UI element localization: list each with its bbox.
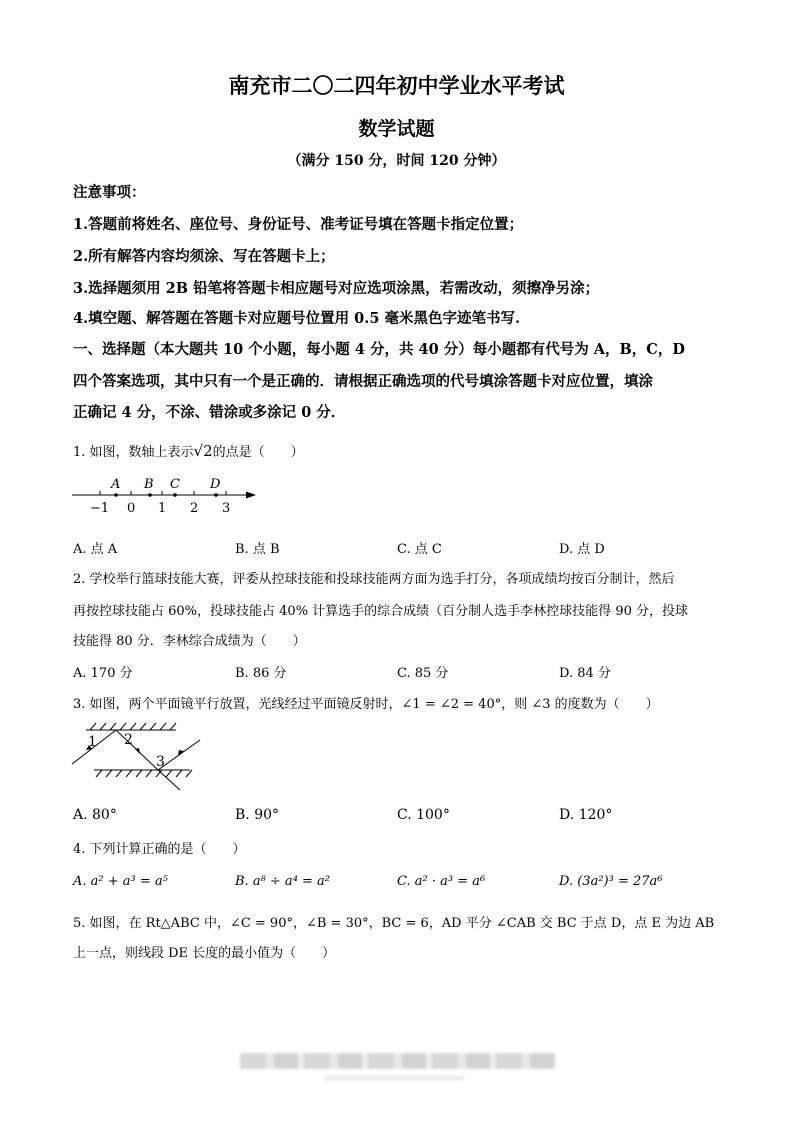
point-b-dot bbox=[148, 493, 152, 497]
q4-option-b: B. a⁸ ÷ a⁴ = a² bbox=[235, 874, 331, 889]
section1-line-1: 一、选择题（本大题共 10 个小题，每小题 4 分，共 40 分）每小题都有代号为 A，B，C，D bbox=[73, 341, 685, 358]
point-label-d: D bbox=[210, 477, 221, 492]
q5-line-1: 5. 如图，在 Rt△ABC 中，∠C = 90°，∠B = 30°，BC = 6，AD 平分 ∠CAB 交 BC 于点 D，点 E 为边 AB bbox=[73, 916, 715, 931]
q2-line-1: 2. 学校举行篮球技能大赛，评委从控球技能和投球技能两方面为选手打分，各项成绩均按百分制计，然后 bbox=[73, 572, 675, 587]
tick-label: 2 bbox=[190, 501, 199, 516]
q2-option-a: A. 170 分 bbox=[73, 666, 133, 681]
q4-option-d: D. (3a²)³ = 27a⁶ bbox=[559, 874, 663, 889]
footer-watermark bbox=[240, 1053, 556, 1069]
section1-line-2: 四个答案选项，其中只有一个是正确的．请根据正确选项的代号填涂答题卡对应位置，填涂 bbox=[73, 373, 653, 390]
q1-option-c: C. 点 C bbox=[397, 542, 442, 557]
tick-label: 3 bbox=[222, 501, 231, 516]
q3-option-c: C. 100° bbox=[397, 807, 450, 823]
number-line-figure bbox=[70, 472, 270, 518]
q4-option-c: C. a² · a³ = a⁶ bbox=[397, 874, 486, 889]
note-item-4: 4.填空题、解答题在答题卡对应题号位置用 0.5 毫米黑色字迹笔书写. bbox=[73, 310, 521, 327]
angle-label-2: 2 bbox=[124, 732, 133, 748]
q3-stem: 3. 如图，两个平面镜平行放置，光线经过平面镜反射时，∠1 = ∠2 = 40°，则 ∠3 的度数为（ ） bbox=[73, 697, 659, 712]
q1-option-d: D. 点 D bbox=[559, 542, 605, 557]
footer-watermark-sub bbox=[324, 1075, 464, 1081]
q2-option-c: C. 85 分 bbox=[397, 666, 449, 681]
q3-option-b: B. 90° bbox=[235, 807, 280, 823]
angle-label-1: 1 bbox=[88, 734, 97, 750]
exam-subject: 数学试题 bbox=[358, 118, 435, 140]
exam-title: 南充市二〇二四年初中学业水平考试 bbox=[228, 73, 565, 98]
q5-line-2: 上一点，则线段 DE 长度的最小值为（ ） bbox=[73, 946, 336, 961]
angle-label-3: 3 bbox=[156, 754, 165, 770]
point-label-c: C bbox=[170, 477, 180, 492]
exam-info: （满分 150 分，时间 120 分钟） bbox=[287, 153, 506, 169]
q4-stem: 4. 下列计算正确的是（ ） bbox=[73, 842, 246, 857]
q1-option-b: B. 点 B bbox=[235, 542, 280, 557]
note-item-3: 3.选择题须用 2B 铅笔将答题卡相应题号对应选项涂黑，若需改动，须擦净另涂； bbox=[73, 280, 600, 297]
number-line-arrow bbox=[246, 492, 256, 499]
point-label-b: B bbox=[144, 477, 154, 492]
q1-stem bbox=[73, 441, 304, 460]
point-label-a: A bbox=[111, 477, 121, 492]
q1-option-a: A. 点 A bbox=[73, 542, 118, 557]
notes-heading: 注意事项： bbox=[73, 184, 146, 201]
q1-radical: √2 bbox=[193, 442, 213, 460]
q3-option-a: A. 80° bbox=[73, 807, 117, 823]
tick-label: 0 bbox=[127, 501, 136, 516]
q4-option-a: A. a² + a³ = a⁵ bbox=[73, 874, 168, 889]
q2-option-b: B. 86 分 bbox=[235, 666, 287, 681]
note-item-2: 2.所有解答内容均须涂、写在答题卡上； bbox=[73, 248, 335, 265]
q3-option-d: D. 120° bbox=[559, 807, 613, 823]
point-a-dot bbox=[114, 493, 118, 497]
ray-arrow bbox=[135, 748, 140, 754]
q2-line-3: 技能得 80 分．李林综合成绩为（ ） bbox=[73, 634, 306, 649]
section1-line-3: 正确记 4 分，不涂、错涂或多涂记 0 分． bbox=[73, 404, 346, 421]
q2-option-d: D. 84 分 bbox=[559, 666, 611, 681]
tick-label: −1 bbox=[90, 501, 110, 516]
q1-stem-b: 的点是（ ） bbox=[212, 445, 304, 460]
mirrors-figure bbox=[68, 722, 208, 792]
note-item-1: 1.答题前将姓名、座位号、身份证号、准考证号填在答题卡指定位置； bbox=[73, 216, 524, 233]
q1-stem-a: 1. 如图，数轴上表示 bbox=[73, 445, 194, 460]
q2-line-2: 再按控球技能占 60%，投球技能占 40% 计算选手的综合成绩（百分制人选手李林控球技能得 90 分，投球 bbox=[73, 604, 688, 619]
point-c-dot bbox=[173, 493, 177, 497]
tick-label: 1 bbox=[158, 501, 167, 516]
point-d-dot bbox=[214, 493, 218, 497]
